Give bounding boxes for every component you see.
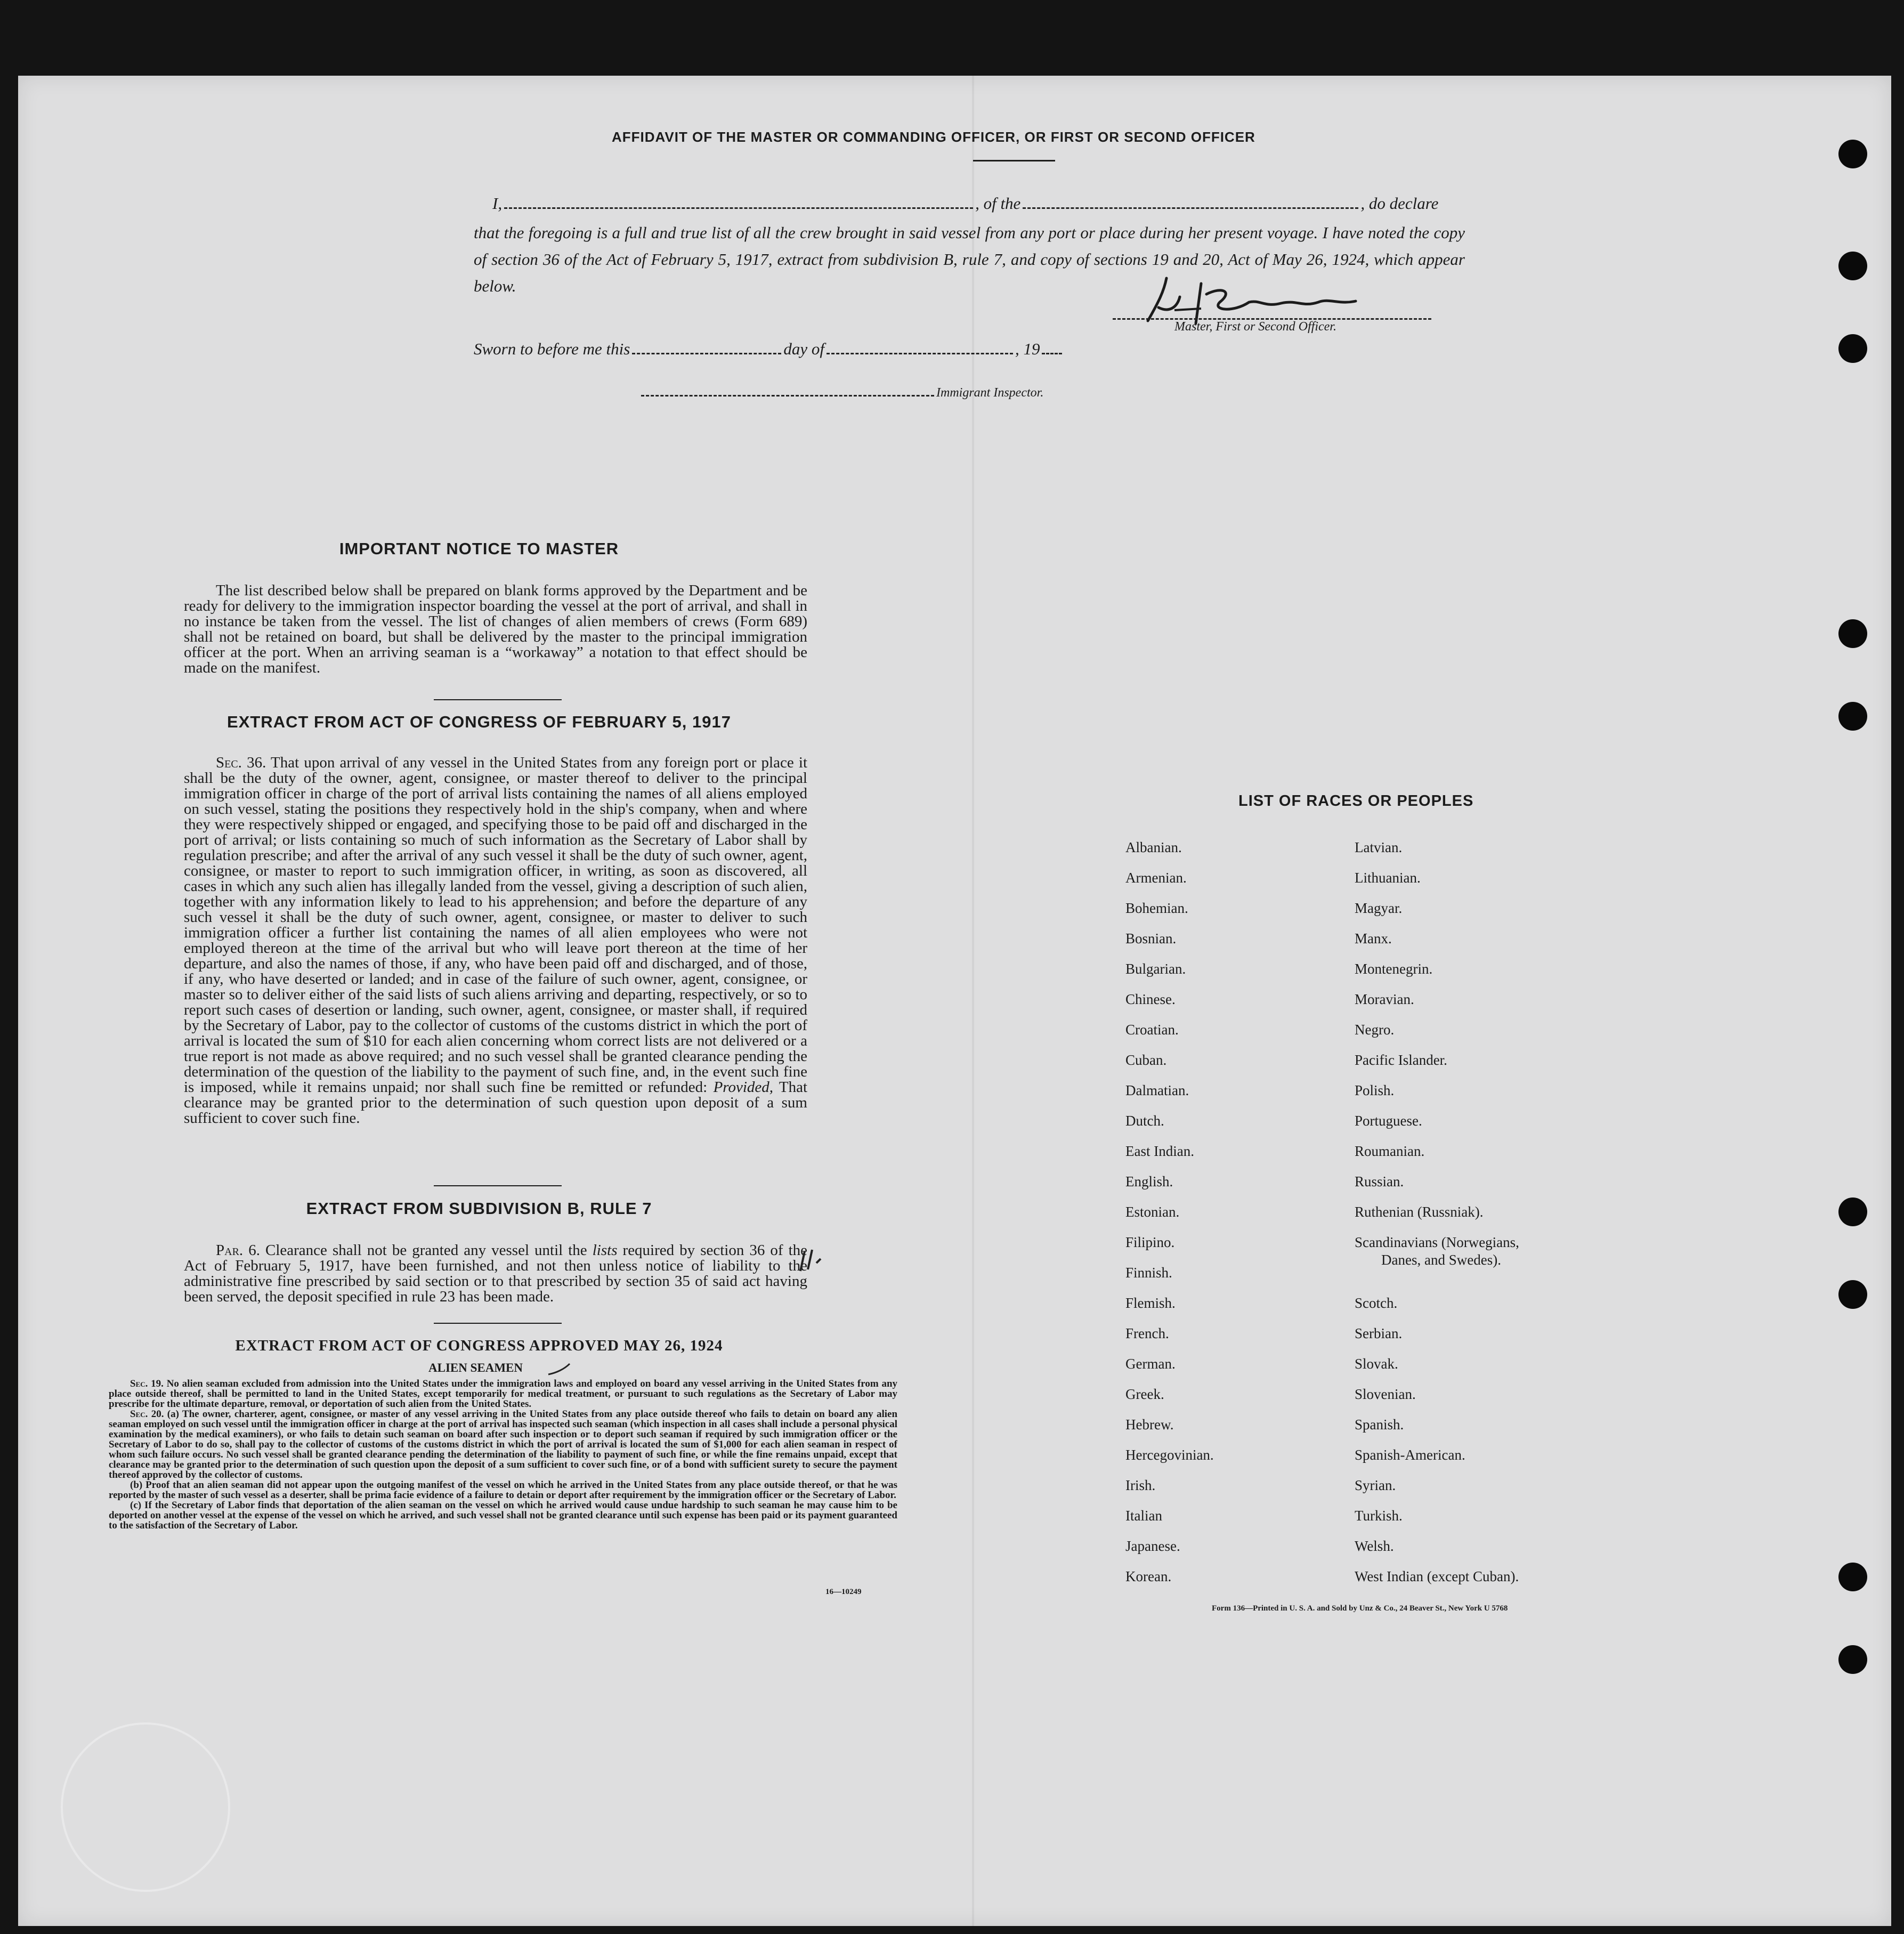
form-number: 16—10249 [825,1588,862,1596]
race-item: Finnish. [1125,1265,1172,1281]
par-6-label: Par. 6. [216,1242,260,1259]
race-item: Polish. [1355,1082,1395,1098]
provided-word: Provided, [713,1079,774,1096]
race-item: Danes, and Swedes). [1381,1252,1501,1268]
race-item: Bulgarian. [1125,961,1186,977]
handwritten-mark [795,1247,827,1274]
declaration-end: , do declare [1360,194,1439,213]
rule-7-body [184,1243,807,1305]
inspector-line [639,386,1043,400]
race-item: Bohemian. [1125,900,1188,916]
title-rule [973,160,1055,161]
race-item: Korean. [1125,1568,1172,1584]
race-item: Ruthenian (Russniak). [1355,1204,1484,1220]
sec-20c-text: (c) If the Secretary of Labor finds that deportation of the alien seaman on the vessel on which he arrived would cause undue hardship to such seaman he may cause him to be deported on another vessel at the expense of the vessel on which he arrived, and such vessel shall not be granted clearance until such expense has been paid or its payment guaranteed to the satisfaction of the Secretary of Labor. [109,1500,897,1531]
race-item: Pacific Islander. [1355,1052,1447,1068]
sec-36-label: Sec. 36. [216,754,266,771]
race-item: Roumanian. [1355,1143,1425,1159]
declaration-line [492,194,1438,213]
race-item: Montenegrin. [1355,961,1433,977]
sworn-prefix: Sworn to before me this [474,339,630,358]
race-item: Bosnian. [1125,930,1177,946]
sworn-month-blank[interactable] [827,353,1013,354]
race-item: Albanian. [1125,839,1182,855]
punch-hole [1838,619,1867,648]
sworn-day: day of [783,339,824,358]
name-blank[interactable] [504,207,973,209]
sec-36-end: That clearance may be granted prior to the determination of such question upon deposit of a sum sufficient to cover such fine. [184,1079,808,1127]
race-item: Latvian. [1355,839,1403,855]
race-item: Croatian. [1125,1022,1179,1038]
notice-text: The list described below shall be prepared on blank forms approved by the Department and be ready for delivery to the immigration inspector boarding the vessel at the port of arrival, and shall in no instance be taken from the vessel. The list of changes of alien members of crews (Form 689) shall not be retained on board, but shall be delivered by the master to the principal immigration officer at the port. When an arriving seaman is a “workaway” a notation to that effect should be made on the manifest. [184,582,807,676]
extract-1924-title: EXTRACT FROM ACT OF CONGRESS APPROVED MAY 26, 1924 [235,1337,723,1354]
embossed-seal [61,1722,230,1892]
race-item: Chinese. [1125,991,1176,1007]
race-item: Cuban. [1125,1052,1167,1068]
declaration-of: , of the [975,194,1021,213]
handwritten-check [546,1361,572,1377]
section-rule [434,1323,562,1324]
affidavit-title: AFFIDAVIT OF THE MASTER OR COMMANDING OFFICER, OR FIRST OR SECOND OFFICER [612,129,1255,145]
sworn-date-blank[interactable] [632,353,781,354]
document-sheet [18,76,1891,1926]
punch-hole [1838,702,1867,731]
punch-hole [1838,1197,1867,1226]
sec-20-label: Sec. 20. [130,1409,164,1420]
notice-body [184,583,807,676]
sec-36-text: That upon arrival of any vessel in the United States from any foreign port or place it shall be the duty of the owner, agent, consignee, or master thereof to deliver to the principal immigration officer in charge of the port of arrival lists containing the names of all aliens employed on such vessel, stating the positions they respectively hold in the ship's company, when and where they were respectively shipped or engaged, and specifying those to be paid off and discharged in the port of arrival; or lists containing so much of such information as the Secretary of Labor shall by regulation prescribe; and after the arrival of any such vessel it shall be the duty of such owner, agent, consignee, or master to report to such immigration officer, in writing, as soon as discovered, all cases in which any such alien has illegally landed from the vessel, giving a description of such alien, together with any information likely to lead to his apprehension; and before the departure of any such vessel it shall be the duty of such owner, agent, consignee, or master to deliver to such immigration officer a further list containing the names of all alien employees who were not employed thereon at the time of the arrival but who will leave port thereon at the time of her departure, and also the names of those, if any, who have been paid off and discharged, and of those, if any, who have deserted or landed; and in case of the failure of such owner, agent, consignee, or master so to deliver either of the said lists of such aliens arriving and departing, respectively, or so to report such cases of desertion or landing, such owner, agent, consignee, or master shall, if required by the Secretary of Labor, pay to the collector of customs of the customs district in which the port of arrival is located the sum of $10 for each alien concerning whom correct lists are not delivered or a true report is not made as above required; and no such vessel shall be granted clearance pending the determination of the question of the liability to the payment of such fine, and, in the event such fine is imposed, while it remains unpaid; nor shall such fine be remitted or refunded: [184,754,808,1096]
race-item: Filipino. [1125,1234,1175,1250]
notice-title: IMPORTANT NOTICE TO MASTER [339,539,619,558]
punch-hole [1838,140,1867,168]
sworn-line [474,339,1064,359]
race-item: Magyar. [1355,900,1403,916]
extract-1924-body [109,1379,897,1531]
race-item: Negro. [1355,1022,1395,1038]
race-item: Dalmatian. [1125,1082,1189,1098]
race-item: French. [1125,1325,1169,1341]
race-item: Slovak. [1355,1356,1398,1372]
race-item: Russian. [1355,1174,1404,1189]
punch-hole [1838,1645,1867,1674]
inspector-label: Immigrant Inspector. [936,386,1044,400]
sec-19-text: No alien seaman excluded from admission into the United States under the immigration laws and employed on board any vessel arriving in the United States from any place outside thereof, shall be permitted to land in the United States, except temporarily for medical treatment, or pursuant to such regulations as the Secretary of Labor may prescribe for the ultimate departure, removal, or deportation of such alien from the United States. [109,1378,898,1410]
printer-footer: Form 136—Printed in U. S. A. and Sold by Unz & Co., 24 Beaver St., New York U 5768 [1212,1604,1508,1613]
sec-19-label: Sec. 19. [130,1378,164,1389]
race-item: Scotch. [1355,1295,1398,1311]
extract-1917-body [184,755,807,1126]
sec-20a-text: (a) The owner, charterer, agent, consignee, or master of any vessel arriving in the United States from any place outside thereof who fails to detain on board any alien seaman employed on such vessel until the immigration officer in charge at the port of arrival has inspected such seaman (which inspection in all cases shall include a personal physical examination by the medical examiners), or who fails to detain such seaman on board after such inspection or to deport such seaman if required by such immigration officer or the Secretary of Labor to do so, shall pay to the collector of customs of the customs district in which the port of arrival is located the sum of $1,000 for each alien seaman in respect of whom such failure occurs. No such vessel shall be granted clearance pending the determination of the liability to payment of such fine, or while the fine remains unpaid, except that clearance may be granted prior to the determination of such question upon the deposit of a sum sufficient to cover such fine, or of a bond with sufficient surety to secure the payment thereof approved by the collector of customs. [109,1409,898,1480]
extract-1917-title: EXTRACT FROM ACT OF CONGRESS OF FEBRUARY 5, 1917 [227,713,731,731]
race-item: West Indian (except Cuban). [1355,1568,1519,1584]
inspector-blank[interactable] [641,395,934,396]
race-item: Greek. [1125,1386,1164,1402]
punch-hole [1838,252,1867,280]
race-item: Flemish. [1125,1295,1176,1311]
race-item: Turkish. [1355,1508,1403,1524]
affidavit-body: that the foregoing is a full and true list of all the crew brought in said vessel from any port or place during her present voyage. I have noted the copy of section 36 of the Act of February 5, 1917, extract from subdivision B, rule 7, and copy of sections 19 and 20, Act of May 26, 1924, which appear below. [474,223,1465,295]
punch-hole [1838,334,1867,363]
alien-seamen-subtitle: ALIEN SEAMEN [428,1361,523,1374]
race-item: Scandinavians (Norwegians, [1355,1234,1519,1250]
race-item: Manx. [1355,930,1392,946]
sworn-year: , 19 [1015,339,1040,358]
lists-word: lists [592,1242,618,1259]
declaration-i: I, [492,194,503,213]
race-item: Italian [1125,1508,1162,1524]
rule-7-title: EXTRACT FROM SUBDIVISION B, RULE 7 [306,1199,652,1218]
race-item: Slovenian. [1355,1386,1416,1402]
par-6-text-a: Clearance shall not be granted any vessel until the [265,1242,587,1259]
master-label: Master, First or Second Officer. [1174,320,1336,334]
race-item: Spanish. [1355,1417,1404,1433]
punch-hole [1838,1280,1867,1309]
sworn-year-blank[interactable] [1042,353,1062,354]
punch-hole [1838,1563,1867,1591]
race-item: Syrian. [1355,1477,1396,1493]
race-item: Estonian. [1125,1204,1180,1220]
race-item: East Indian. [1125,1143,1194,1159]
race-item: Moravian. [1355,991,1414,1007]
par-6-text-b: required by section 36 of the Act of February 5, 1917, have been furnished, and not then unless notice of liability to the administrative fine prescribed by said section or to that prescribed by section 35 of said act having been served, the deposit specified in rule 23 has been made. [184,1242,808,1305]
race-item: Hercegovinian. [1125,1447,1214,1463]
section-rule [434,1185,562,1186]
race-item: Portuguese. [1355,1113,1422,1129]
race-item: Armenian. [1125,870,1187,886]
race-item: Serbian. [1355,1325,1403,1341]
race-item: Dutch. [1125,1113,1164,1129]
race-item: German. [1125,1356,1176,1372]
vessel-blank[interactable] [1023,207,1358,209]
race-item: Irish. [1125,1477,1156,1493]
section-rule [434,699,562,700]
race-item: English. [1125,1174,1173,1189]
race-item: Japanese. [1125,1538,1180,1554]
race-item: Lithuanian. [1355,870,1421,886]
race-item: Spanish-American. [1355,1447,1465,1463]
race-item: Hebrew. [1125,1417,1174,1433]
races-title: LIST OF RACES OR PEOPLES [1238,792,1474,810]
race-item: Welsh. [1355,1538,1394,1554]
sec-20b-text: (b) Proof that an alien seaman did not appear upon the outgoing manifest of the vessel on which he arrived in the United States from any place outside thereof, or that he was reported by the master of such vessel as a deserter, shall be prima facie evidence of a failure to detain or deport after requirement by the immigration officer or the Secretary of Labor. [109,1479,897,1501]
